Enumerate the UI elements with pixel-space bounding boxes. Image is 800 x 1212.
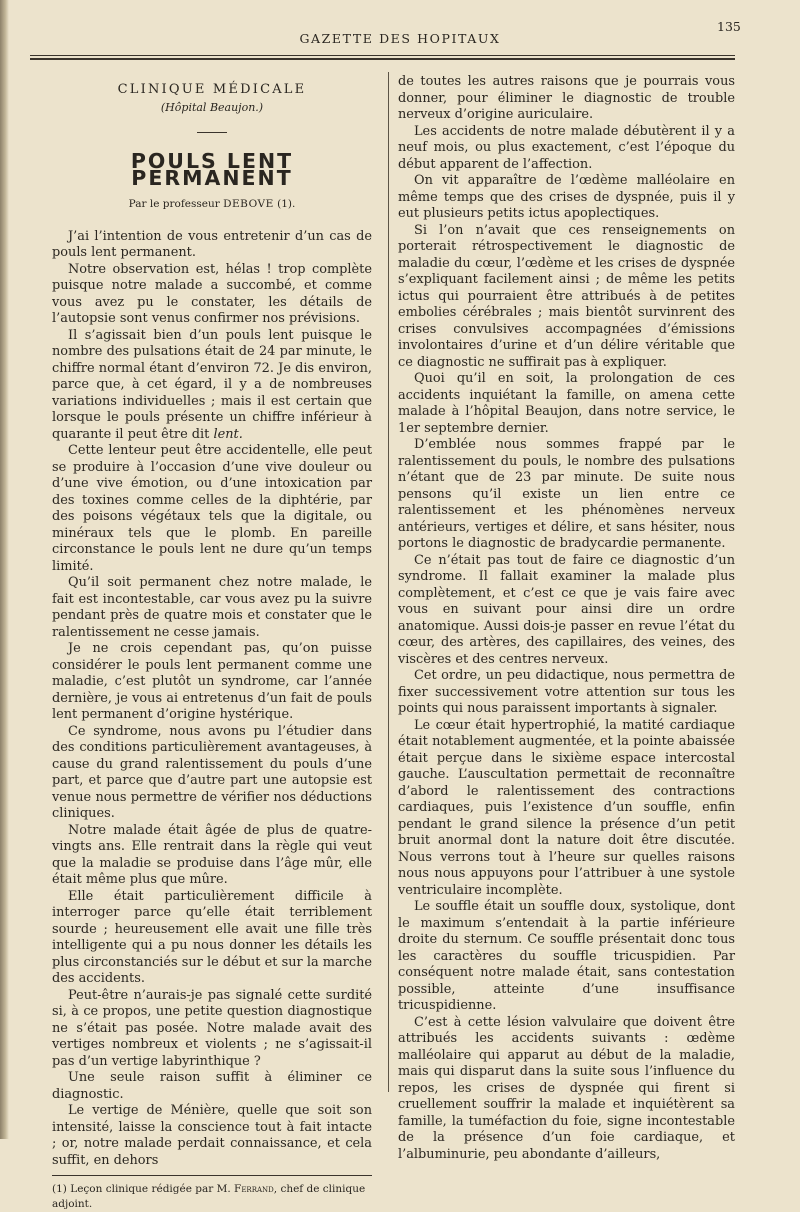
paragraph: Si l’on n’avait que ces renseignements on porterait rétrospectivement le diagnostic de maladie du cœur, l’œdème et les crises de dyspnée s’expliquant facilement ainsi ; de même les petits ictus qui pourraient être attribués à de petites embolies cérébrales ; mais bientôt survinrent des crises convulsives accompagnées d’émissions involontaires d’urine et d’un délire véritable que ce diagnostic ne suffirait pas à expliquer. <box>398 222 735 370</box>
header-rule <box>30 55 735 60</box>
paragraph: Peut-être n’aurais-je pas signalé cette surdité si, à ce propos, une petite question diagnostique ne s’était pas posée. Notre malade avait des vertiges nombreux et violents ; ne s’agissait-il pas d’un vertige labyrinthique ? <box>52 987 372 1069</box>
running-title: GAZETTE DES HOPITAUX <box>299 31 501 46</box>
section-heading: CLINIQUE MÉDICALE <box>117 82 307 97</box>
paragraph: Notre observation est, hélas ! trop complète puisque notre malade a succombé, et comme vous avez pu le constater, les détails de l’autopsie sont venus confirmer nos prévisions. <box>52 261 372 326</box>
section-rule <box>197 132 227 133</box>
page-gutter <box>0 0 9 1139</box>
paragraph: Je ne crois cependant pas, qu’on puisse considérer le pouls lent permanent comme une maladie, c’est plutôt un syndrome, car l’année dernière, je vous ai entretenus d’un fait de pouls lent permanent d’origine hystérique. <box>52 641 372 722</box>
paragraph: Le souffle était un souffle doux, systolique, dont le maximum s’entendait à la partie inférieure droite du sternum. Ce souffle présentait donc tous les caractères du souffle tricuspidien. Par conséquent notre malade était, sans contestation possible, atteinte d’une insuffisance tricuspidienne. <box>398 899 735 1013</box>
section-subheading: (Hôpital Beaujon.) <box>160 100 264 114</box>
footnote-text: Leçon clinique rédigée par M. <box>70 1183 231 1195</box>
column-divider <box>388 72 389 1092</box>
paragraph: Notre malade était âgée de plus de quatre-vingts ans. Elle rentrait dans la règle qui veut que la maladie se produise dans l’âge mûr, elle était même plus que mûre. <box>52 822 372 887</box>
footnote-marker: (1) <box>52 1183 67 1195</box>
footnote-text-after: , chef de clinique adjoint. <box>52 1183 366 1210</box>
paragraph: Cette lenteur peut être accidentelle, elle peut se produire à l’occasion d’une vive douleur ou d’une vive émotion, ou d’une intoxication par des toxines comme celles de la diphtérie, par des poisons végétaux tels que la digitale, ou minéraux tels que le plomb. En pareille circonstance le pouls lent ne dure qu’un temps limité. <box>52 443 372 574</box>
paragraph: Une seule raison suffit à éliminer ce diagnostic. <box>52 1070 372 1102</box>
paragraph: Ce syndrome, nous avons pu l’étudier dans des conditions particulièrement avantageuses, à cause du grand ralentissement du pouls d’une part, et parce que d’autre part une autopsie est venue nous permettre de vérifier nos déductions cliniques. <box>52 723 372 821</box>
footnote-name: Ferrand <box>234 1183 274 1195</box>
paragraph: de toutes les autres raisons que je pourrais vous donner, pour éliminer le diagnostic de trouble nerveux d’origine auriculaire. <box>398 74 735 122</box>
paragraph: Cet ordre, un peu didactique, nous permettra de fixer successivement votre attention sur tous les points qui nous paraissent importants à signaler. <box>398 668 735 716</box>
paragraph: Le cœur était hypertrophié, la matité cardiaque était notablement augmentée, et la pointe abaissée était perçue dans le sixième espace intercostal gauche. L’auscultation permettait de reconnaître d’abord le ralentissement des contractions cardiaques, puis l’existence d’un souffle, enfin pendant le grand silence la présence d’un petit bruit anormal dont la nature doit être discutée. Nous verrons tout à l’heure sur quelles raisons nous nous appuyons pour l’attribuer à une systole ventriculaire incomplète. <box>398 717 735 898</box>
paragraph: Elle était particulièrement difficile à interroger parce qu’elle était terriblement sourde ; heureusement elle avait une fille très intelligente qui a pu nous donner les détails les plus circonstanciés sur le début et sur la marche des accidents. <box>52 888 372 986</box>
paragraph: C’est à cette lésion valvulaire que doivent être attribués les accidents suivants : œdème malléolaire qui apparut au début de la maladie, mais qui disparut dans la suite sous l’influence du repos, les crises de dyspnée qui firent si cruellement souffrir la malade et inquiétèrent sa famille, la tuméfaction du foie, signe incontestable de la présence d’un foie cardiaque, et l’albuminurie, peu abondante d’ailleurs, <box>398 1014 735 1162</box>
paragraph: Le vertige de Ménière, quelle que soit son intensité, laisse la conscience tout à fait intacte ; or, notre malade perdait connaissance, et cela suffit, en dehors <box>52 1103 372 1168</box>
paragraph: On vit apparaître de l’œdème malléolaire en même temps que des crises de dyspnée, puis il y eut plusieurs petits ictus apoplectiques. <box>398 173 735 221</box>
italic-word: lent. <box>213 426 243 442</box>
byline-author: DEBOVE <box>223 198 274 210</box>
paragraph <box>52 328 372 444</box>
paragraph: Les accidents de notre malade débutèrent il y a neuf mois, ou plus exactement, c’est l’époque du début apparent de l’affection. <box>398 123 735 172</box>
footnote-rule <box>52 1175 372 1176</box>
paragraph: Quoi qu’il en soit, la prolongation de ces accidents inquiétant la famille, on amena cette malade à l’hôpital Beaujon, dans notre service, le 1er septembre dernier. <box>398 371 735 436</box>
right-column <box>398 74 735 1163</box>
byline <box>52 196 372 213</box>
byline-prefix: Par le professeur <box>128 198 220 210</box>
footnote <box>52 1182 372 1212</box>
paragraph: Qu’il soit permanent chez notre malade, le fait est incontestable, car vous avez pu la suivre pendant près de quatre mois et constater que le ralentissement ne cesse jamais. <box>52 575 372 640</box>
paragraph: Ce n’était pas tout de faire ce diagnostic d’un syndrome. Il fallait examiner la malade plus complètement, et c’est ce que je vais faire avec vous en suivant pour ainsi dire un ordre anatomique. Aussi dois-je passer en revue l’état du cœur, des artères, des capillaires, des veines, des viscères et des centres nerveux. <box>398 552 735 667</box>
paragraph: J’ai l’intention de vous entretenir d’un cas de pouls lent permanent. <box>52 228 372 260</box>
paragraph: D’emblée nous sommes frappé par le ralentissement du pouls, le nombre des pulsations n’étant que de 23 par minute. De suite nous pensons qu’il existe un lien entre ce ralentissement et les phénomènes nerveux antérieurs, vertiges et délire, et sans hésiter, nous portons le diagnostic de bradycardie permanente. <box>398 437 735 551</box>
page-number: 135 <box>717 19 741 34</box>
paragraph-text: Il s’agissait bien d’un pouls lent puisque le nombre des pulsations était de 24 par minute, le chiffre normal étant d’environ 72. Je dis environ, parce que, à cet égard, il y a de nombreuses variations individuelles ; mais il est certain que lorsque le pouls présente un chiffre inférieur à quarante il peut être dit <box>52 327 372 442</box>
left-column <box>52 72 372 1212</box>
article-title: POULS LENT PERMANENT <box>130 149 294 190</box>
byline-note: (1). <box>277 198 296 210</box>
